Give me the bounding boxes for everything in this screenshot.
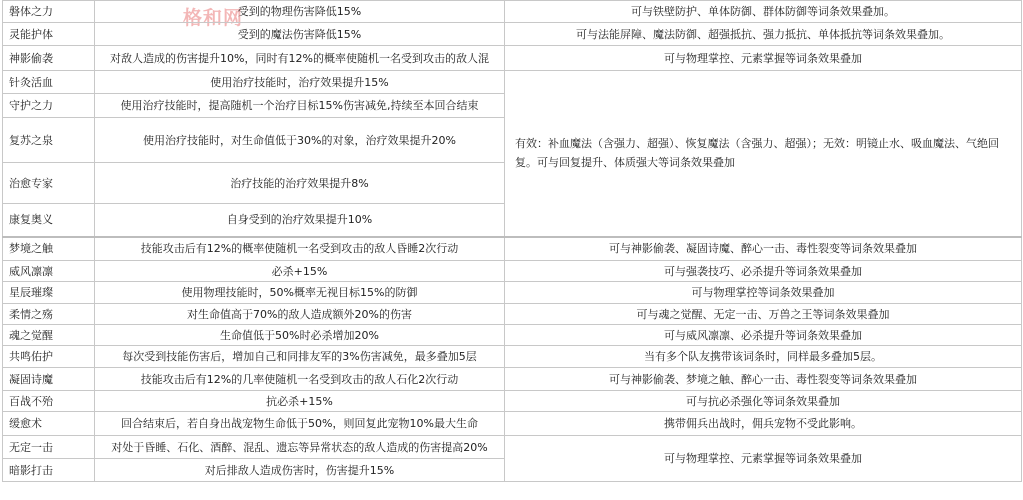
affix-effect: 治疗技能的治疗效果提升8% bbox=[95, 163, 505, 204]
affix-effect: 必杀+15% bbox=[95, 261, 505, 282]
affix-name: 治愈专家 bbox=[3, 163, 95, 204]
affix-effect: 技能攻击后有12%的几率使随机一名受到攻击的敌人石化2次行动 bbox=[95, 368, 505, 391]
affix-name: 神影偷袭 bbox=[3, 46, 95, 71]
affix-effect: 技能攻击后有12%的概率使随机一名受到攻击的敌人昏睡2次行动 bbox=[95, 237, 505, 261]
affix-effect: 自身受到的治疗效果提升10% bbox=[95, 204, 505, 237]
affix-name: 共鸣佑护 bbox=[3, 346, 95, 368]
affix-effect: 使用治疗技能时，治疗效果提升15% bbox=[95, 71, 505, 94]
affix-effect: 使用治疗技能时，提高随机一个治疗目标15%伤害减免,持续至本回合结束 bbox=[95, 94, 505, 118]
affix-stack: 携带佣兵出战时，佣兵宠物不受此影响。 bbox=[505, 412, 1022, 436]
affix-name: 灵能护体 bbox=[3, 23, 95, 46]
watermark: 格和网 bbox=[183, 7, 244, 29]
table-row bbox=[3, 46, 1022, 71]
affix-stack: 可与魂之觉醒、无定一击、万兽之王等词条效果叠加 bbox=[505, 304, 1022, 325]
affix-stack: 可与神影偷袭、梦境之触、醉心一击、毒性裂变等词条效果叠加 bbox=[505, 368, 1022, 391]
affix-stack: 可与神影偷袭、凝固诗魔、醉心一击、毒性裂变等词条效果叠加 bbox=[505, 237, 1022, 261]
affix-effect: 使用治疗技能时，对生命值低于30%的对象，治疗效果提升20% bbox=[95, 118, 505, 163]
table-row bbox=[3, 71, 1022, 94]
affix-name: 百战不殆 bbox=[3, 391, 95, 412]
table-row bbox=[3, 304, 1022, 325]
affix-name: 星辰璀璨 bbox=[3, 282, 95, 304]
table-row bbox=[3, 368, 1022, 391]
affix-stack: 可与强袭技巧、必杀提升等词条效果叠加 bbox=[505, 261, 1022, 282]
affix-table bbox=[2, 0, 1022, 482]
table-row bbox=[3, 237, 1022, 261]
affix-effect: 对生命值高于70%的敌人造成额外20%的伤害 bbox=[95, 304, 505, 325]
affix-stack: 当有多个队友携带该词条时，同样最多叠加5层。 bbox=[505, 346, 1022, 368]
table-row bbox=[3, 436, 1022, 459]
table-row bbox=[3, 261, 1022, 282]
affix-effect: 受到的魔法伤害降低15% bbox=[95, 23, 505, 46]
affix-stack: 可与物理掌控等词条效果叠加 bbox=[505, 282, 1022, 304]
affix-stack: 可与抗必杀强化等词条效果叠加 bbox=[505, 391, 1022, 412]
affix-stack: 可与物理掌控、元素掌握等词条效果叠加 bbox=[505, 46, 1022, 71]
affix-effect: 每次受到技能伤害后，增加自己和同排友军的3%伤害减免，最多叠加5层 bbox=[95, 346, 505, 368]
affix-stack: 可与法能屏障、魔法防御、超强抵抗、强力抵抗、单体抵抗等词条效果叠加。 bbox=[505, 23, 1022, 46]
affix-name: 守护之力 bbox=[3, 94, 95, 118]
affix-effect: 使用物理技能时，50%概率无视目标15%的防御 bbox=[95, 282, 505, 304]
affix-stack: 可与威风凛凛、必杀提升等词条效果叠加 bbox=[505, 325, 1022, 346]
affix-stack: 可与铁壁防护、单体防御、群体防御等词条效果叠加。 bbox=[505, 1, 1022, 23]
table-row bbox=[3, 391, 1022, 412]
table-row bbox=[3, 23, 1022, 46]
affix-effect: 抗必杀+15% bbox=[95, 391, 505, 412]
table-row bbox=[3, 346, 1022, 368]
affix-effect: 生命值低于50%时必杀增加20% bbox=[95, 325, 505, 346]
merged-heal-stack: 有效：补血魔法（含强力、超强）、恢复魔法（含强力、超强）；无效：明镜止水、吸血魔法、气绝回复。可与回复提升、体质强大等词条效果叠加 bbox=[505, 71, 1022, 237]
affix-name: 凝固诗魔 bbox=[3, 368, 95, 391]
affix-name: 康复奥义 bbox=[3, 204, 95, 237]
table-row bbox=[3, 412, 1022, 436]
affix-name: 磐体之力 bbox=[3, 1, 95, 23]
table-row bbox=[3, 325, 1022, 346]
affix-name: 柔情之殇 bbox=[3, 304, 95, 325]
affix-name: 缓愈术 bbox=[3, 412, 95, 436]
affix-name: 无定一击 bbox=[3, 436, 95, 459]
affix-name: 暗影打击 bbox=[3, 459, 95, 482]
affix-effect: 对后排敌人造成伤害时，伤害提升15% bbox=[95, 459, 505, 482]
table-row bbox=[3, 1, 1022, 23]
merged-strike-stack: 可与物理掌控、元素掌握等词条效果叠加 bbox=[505, 436, 1022, 482]
affix-name: 威风凛凛 bbox=[3, 261, 95, 282]
affix-name: 复苏之泉 bbox=[3, 118, 95, 163]
affix-name: 针灸活血 bbox=[3, 71, 95, 94]
affix-effect: 回合结束后，若自身出战宠物生命低于50%，则回复此宠物10%最大生命 bbox=[95, 412, 505, 436]
affix-name: 梦境之触 bbox=[3, 237, 95, 261]
affix-effect: 对处于昏睡、石化、酒醉、混乱、遗忘等异常状态的敌人造成的伤害提高20% bbox=[95, 436, 505, 459]
affix-name: 魂之觉醒 bbox=[3, 325, 95, 346]
affix-effect: 对敌人造成的伤害提升10%，同时有12%的概率使随机一名受到攻击的敌人混 bbox=[95, 46, 505, 71]
affix-effect: 受到的物理伤害降低15% bbox=[95, 1, 505, 23]
table-row bbox=[3, 282, 1022, 304]
